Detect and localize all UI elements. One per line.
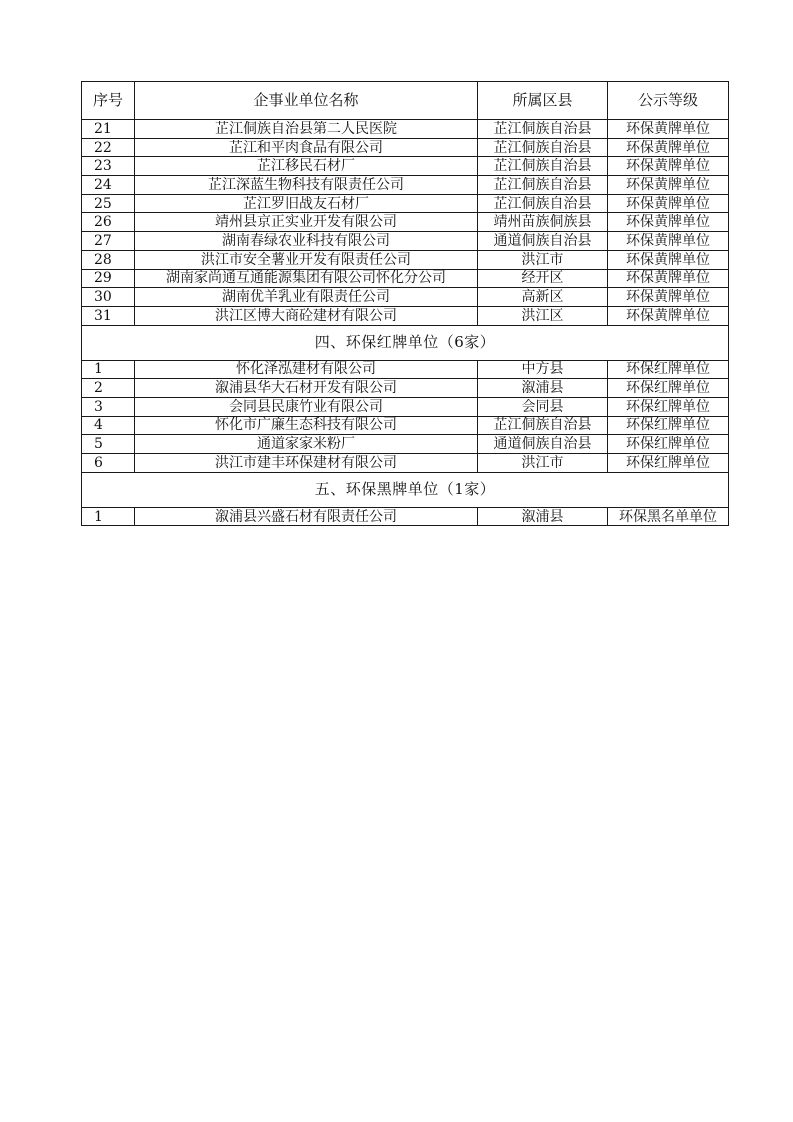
county-cell: 中方县 [478, 360, 608, 379]
red-card-table-row [82, 435, 729, 454]
black-card-section-title: 五、环保黑牌单位（1家） [82, 472, 729, 507]
level-cell: 环保黄牌单位 [608, 157, 729, 176]
serial-number-cell: 22 [82, 138, 135, 157]
level-cell: 环保红牌单位 [608, 360, 729, 379]
enterprise-name-cell: 溆浦县华大石材开发有限公司 [135, 379, 478, 398]
enterprise-name-cell: 湖南优羊乳业有限责任公司 [135, 288, 478, 307]
level-cell: 环保黄牌单位 [608, 138, 729, 157]
level-cell: 环保黄牌单位 [608, 120, 729, 139]
red-card-table-row [82, 360, 729, 379]
level-cell: 环保黑名单单位 [608, 507, 729, 526]
enterprise-name-cell: 靖州县京正实业开发有限公司 [135, 213, 478, 232]
level-cell: 环保黄牌单位 [608, 176, 729, 195]
red-card-table-row [82, 397, 729, 416]
yellow-card-table-row [82, 194, 729, 213]
county-cell: 洪江区 [478, 306, 608, 325]
yellow-card-table-row [82, 120, 729, 139]
county-cell: 洪江市 [478, 250, 608, 269]
level-cell: 环保黄牌单位 [608, 288, 729, 307]
serial-number-cell: 1 [82, 507, 135, 526]
yellow-card-table-row [82, 306, 729, 325]
serial-number-cell: 26 [82, 213, 135, 232]
enterprise-name-cell: 芷江和平肉食品有限公司 [135, 138, 478, 157]
header-serial-number: 序号 [82, 82, 135, 120]
header-level: 公示等级 [608, 82, 729, 120]
level-cell: 环保红牌单位 [608, 379, 729, 398]
level-cell: 环保黄牌单位 [608, 269, 729, 288]
county-cell: 经开区 [478, 269, 608, 288]
county-cell: 芷江侗族自治县 [478, 176, 608, 195]
yellow-card-table-row [82, 176, 729, 195]
serial-number-cell: 27 [82, 232, 135, 251]
county-cell: 芷江侗族自治县 [478, 194, 608, 213]
enterprise-name-cell: 湖南家尚通互通能源集团有限公司怀化分公司 [135, 269, 478, 288]
red-card-section-title: 四、环保红牌单位（6家） [82, 325, 729, 360]
county-cell: 溆浦县 [478, 379, 608, 398]
serial-number-cell: 24 [82, 176, 135, 195]
level-cell: 环保黄牌单位 [608, 194, 729, 213]
level-cell: 环保红牌单位 [608, 454, 729, 473]
enterprise-name-cell: 洪江市安全薯业开发有限责任公司 [135, 250, 478, 269]
yellow-card-table-row [82, 232, 729, 251]
enterprise-name-cell: 溆浦县兴盛石材有限责任公司 [135, 507, 478, 526]
county-cell: 芷江侗族自治县 [478, 120, 608, 139]
enterprise-name-cell: 芷江罗旧战友石材厂 [135, 194, 478, 213]
enterprise-name-cell: 怀化泽泓建材有限公司 [135, 360, 478, 379]
red-card-table-row [82, 454, 729, 473]
county-cell: 高新区 [478, 288, 608, 307]
black-card-section-row [82, 472, 729, 507]
serial-number-cell: 1 [82, 360, 135, 379]
table-body [82, 120, 729, 526]
county-cell: 靖州苗族侗族县 [478, 213, 608, 232]
yellow-card-table-row [82, 213, 729, 232]
county-cell: 通道侗族自治县 [478, 435, 608, 454]
enterprise-list-table [81, 81, 729, 526]
table-header-row [82, 82, 729, 120]
enterprise-name-cell: 芷江深蓝生物科技有限责任公司 [135, 176, 478, 195]
enterprise-name-cell: 芷江侗族自治县第二人民医院 [135, 120, 478, 139]
header-county: 所属区县 [478, 82, 608, 120]
enterprise-name-cell: 会同县民康竹业有限公司 [135, 397, 478, 416]
level-cell: 环保黄牌单位 [608, 213, 729, 232]
serial-number-cell: 25 [82, 194, 135, 213]
yellow-card-table-row [82, 269, 729, 288]
serial-number-cell: 6 [82, 454, 135, 473]
county-cell: 芷江侗族自治县 [478, 157, 608, 176]
county-cell: 溆浦县 [478, 507, 608, 526]
level-cell: 环保红牌单位 [608, 435, 729, 454]
level-cell: 环保红牌单位 [608, 416, 729, 435]
red-card-section-row [82, 325, 729, 360]
serial-number-cell: 23 [82, 157, 135, 176]
serial-number-cell: 21 [82, 120, 135, 139]
serial-number-cell: 5 [82, 435, 135, 454]
level-cell: 环保黄牌单位 [608, 250, 729, 269]
serial-number-cell: 29 [82, 269, 135, 288]
header-enterprise-name: 企事业单位名称 [135, 82, 478, 120]
enterprise-name-cell: 芷江移民石材厂 [135, 157, 478, 176]
level-cell: 环保黄牌单位 [608, 306, 729, 325]
enterprise-name-cell: 通道家家米粉厂 [135, 435, 478, 454]
county-cell: 会同县 [478, 397, 608, 416]
enterprise-name-cell: 洪江市建丰环保建材有限公司 [135, 454, 478, 473]
serial-number-cell: 3 [82, 397, 135, 416]
serial-number-cell: 2 [82, 379, 135, 398]
red-card-table-row [82, 379, 729, 398]
serial-number-cell: 31 [82, 306, 135, 325]
enterprise-name-cell: 怀化市广廉生态科技有限公司 [135, 416, 478, 435]
county-cell: 芷江侗族自治县 [478, 416, 608, 435]
county-cell: 洪江市 [478, 454, 608, 473]
black-card-table-row [82, 507, 729, 526]
level-cell: 环保黄牌单位 [608, 232, 729, 251]
serial-number-cell: 28 [82, 250, 135, 269]
yellow-card-table-row [82, 138, 729, 157]
county-cell: 通道侗族自治县 [478, 232, 608, 251]
yellow-card-table-row [82, 157, 729, 176]
serial-number-cell: 4 [82, 416, 135, 435]
red-card-table-row [82, 416, 729, 435]
county-cell: 芷江侗族自治县 [478, 138, 608, 157]
serial-number-cell: 30 [82, 288, 135, 307]
yellow-card-table-row [82, 288, 729, 307]
yellow-card-table-row [82, 250, 729, 269]
enterprise-name-cell: 洪江区博大商砼建材有限公司 [135, 306, 478, 325]
level-cell: 环保红牌单位 [608, 397, 729, 416]
enterprise-name-cell: 湖南春绿农业科技有限公司 [135, 232, 478, 251]
